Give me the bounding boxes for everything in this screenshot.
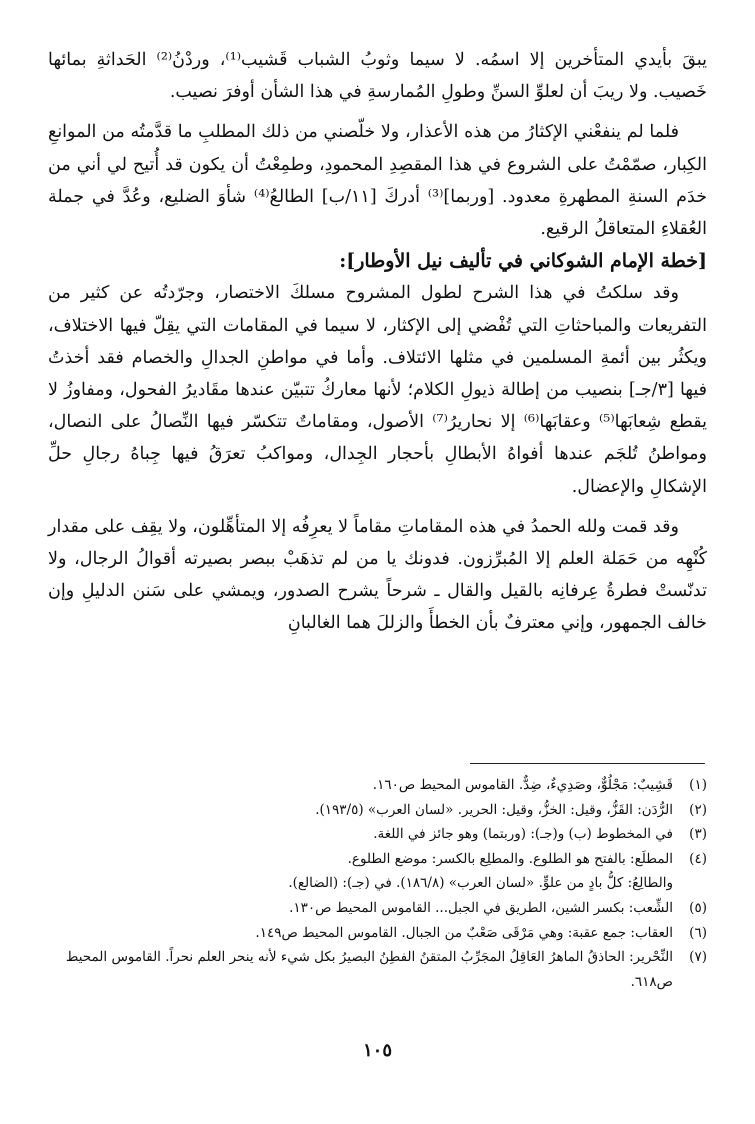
- footnote-6: [52, 921, 707, 946]
- footnote-text: قَشِيبٌ: مَجْلُوٌّ، وصَدِيءٌ، ضِدٌّ. القاموس المحيط ص١٦٠.: [372, 777, 673, 793]
- footnote-text: النِّحْرير: الحاذقُ الماهرُ العَاقِلُ المجَرِّبُ المتقنُ الفطِنُ البصيرُ بكل شيء لأنه ينحر العلم نحراً. القاموس المحيط ص٦١٨.: [65, 949, 673, 990]
- paragraph-2: فلما لم ينفعْني الإكثارُ من هذه الأعذار، ولا خلّصني من ذلك المطلبِ ما قدَّمتُه من الموانعِ الكِبار، صمّمْتُ على الشروع في هذا المقصِدِ المحمودِ، وطمِعْتُ أن يكون قد أُتيح لي أني من خدَم السنةِ المطهرةِ معدود. [وربما]⁽³⁾ أدركَ [١١/ب] الطالعُ⁽⁴⁾ شأوَ الضليع، وعُدَّ في جملة العُقلاءِ المتعاقلُ الرقيع.: [48, 122, 708, 240]
- footnotes: [52, 773, 707, 994]
- footnote-text: المطلَع: بالفتح هو الطلوع. والمطلِع بالكسر: موضع الطلوع.: [347, 850, 673, 867]
- footnote-text: العقاب: جمع عقبة: وهي مَرْقَى صَعْبٌ من الجبال. القاموس المحيط ص١٤٩.: [255, 924, 673, 941]
- footnote-number: (٣): [689, 826, 707, 843]
- footnote-number: (١): [689, 777, 707, 793]
- footnote-2: [52, 798, 707, 823]
- footnote-separator: [470, 763, 705, 764]
- section-heading: [خطة الإمام الشوكاني في تأليف نيل الأوطار]:: [339, 250, 707, 273]
- footnote-text: الرُّدَن: القَزُّ، وقيل: الخزُّ، وقيل: الحرير. «لسان العرب» (١٩٣/٥).: [315, 801, 673, 818]
- footnote-text: الشِّعب: بكسر الشين، الطريق في الجبل... القاموس المحيط ص١٣٠.: [289, 899, 673, 916]
- page-number: ١٠٥: [362, 1040, 392, 1061]
- footnote-4-continuation: والطالِعُ: كلُّ بادٍ من علوٍّ. «لسان العرب» (١٨٦/٨). في (جـ): (الضالع).: [288, 875, 673, 892]
- footnote-text: في المخطوط (ب) و(جـ): (وربتما) وهو جائز في اللغة.: [373, 826, 673, 843]
- footnote-number: (٦): [689, 924, 707, 941]
- footnote-3: [52, 822, 707, 847]
- footnote-4: [52, 847, 707, 872]
- paragraph-4: وقد قمت ولله الحمدُ في هذه المقاماتِ مقاماً لا يعرِفُه إلا المتأهِّلون، ولا يقِف على مقدار كُنْهِه من حَمَلة العلم إلا المُبرِّزون. فدونك يا من لم تذهَبْ ببصر بصيرته أقوالُ الرجال، ولا تدنّستْ فطرةُ عِرفانِه بالقيل والقال ـ شرحاً يشرح الصدور، ويمشي على سَنن الدليلِ وإن خالف الجمهور، وإني معترفٌ بأن الخطأَ والزللَ هما الغالبانِ: [48, 516, 707, 634]
- main-text: [48, 44, 707, 640]
- footnote-7: [52, 945, 707, 994]
- footnote-5: [52, 896, 707, 921]
- footnote-number: (٥): [689, 899, 707, 916]
- footnote-number: (٧): [689, 949, 707, 966]
- footnote-number: (٢): [689, 801, 707, 818]
- footnote-number: (٤): [689, 850, 707, 867]
- footnote-1: [52, 773, 707, 798]
- paragraph-3: وقد سلكتُ في هذا الشرح لطول المشروح مسلكَ الاختصار، وجرّدتُه عن كثير من التفريعات والمباحثاتِ التي تُفْضي إلى الإكثار، لا سيما في المقامات التي يقِلّ فيها الاختلاف، ويكثُر بين أئمةِ المسلمين في مثلها الائتلاف. وأما في مواطنِ الجدالِ والخصام فقد أخذتُ فيها [٣/جـ] بنصيب من إطالة ذيولِ الكلام؛ لأنها معاركُ تتبيّن عندها مقَاديرُ الفحول، ومفاوزُ لا يقطع شِعابَها⁽⁵⁾ وعقابَها⁽⁶⁾ إلا نحاريرُ⁽⁷⁾ الأصول، ومقاماتٌ تتكسّر فيها النِّصالُ على النصال، ومواطنُ تُلجَم عندها أفواهُ الأبطالِ بأحجار الجِدال، ومواكبُ تعرَقُ فيها جِباهُ رجالِ حلِّ الإشكالِ والإعضال.: [48, 283, 708, 497]
- paragraph-1: يبقَ بأيدي المتأخرين إلا اسمُه. لا سيما وثوبُ الشباب قَشيب⁽¹⁾، وردْنُ⁽²⁾ الحَداثةِ بمائها خَصيب. ولا ريبَ أن لعلوِّ السنِّ وطولِ المُمارسةِ في هذا الشأن أوفرَ نصيب.: [48, 50, 707, 103]
